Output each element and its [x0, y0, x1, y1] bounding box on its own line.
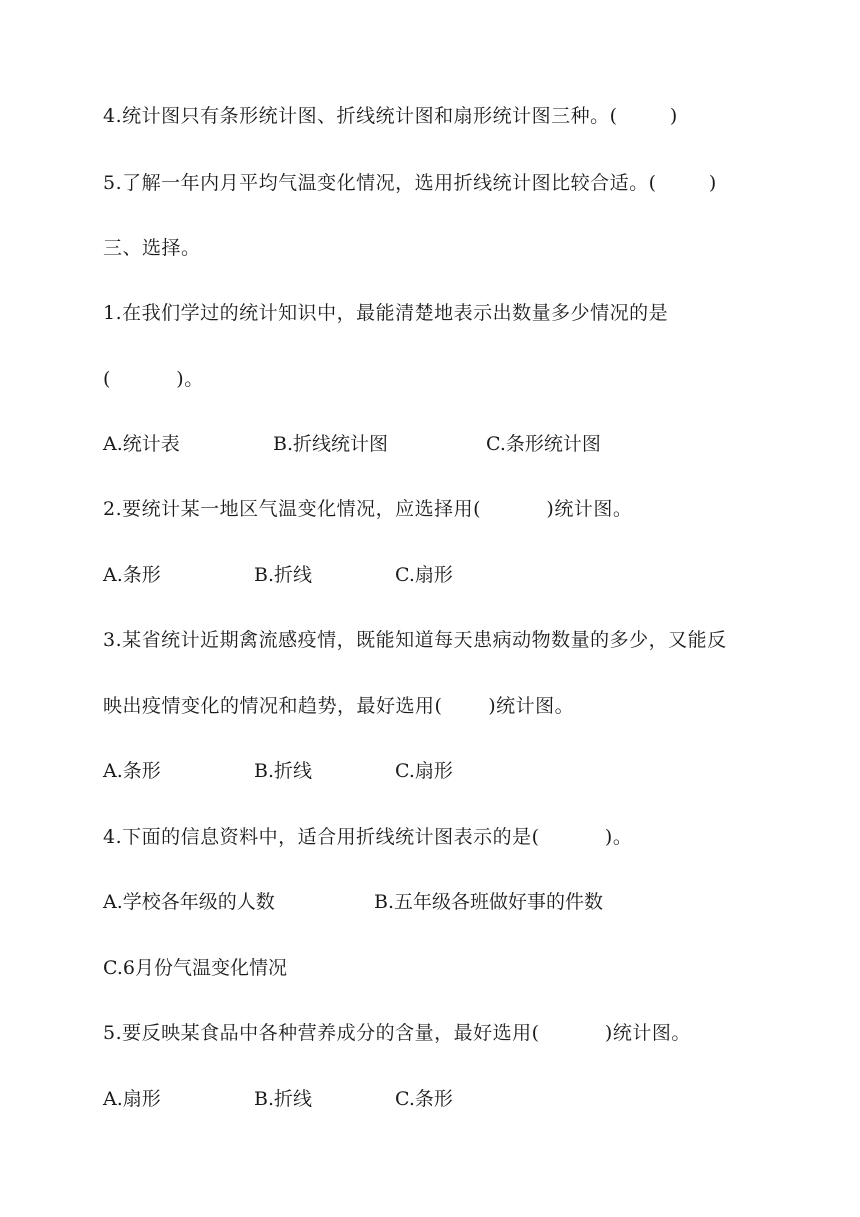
option-b[interactable]: B.折线 — [254, 1088, 313, 1110]
option-b[interactable]: B.折线统计图 — [273, 433, 389, 455]
judge-item-4: 4.统计图只有条形统计图、折线统计图和扇形统计图三种。( ) — [103, 105, 678, 127]
option-a[interactable]: A.条形 — [103, 760, 161, 782]
question-4-options-row-1 — [103, 890, 604, 962]
option-a[interactable]: A.学校各年级的人数 — [103, 891, 275, 913]
judge-item-5: 5.了解一年内月平均气温变化情况，选用折线统计图比较合适。( ) — [103, 172, 717, 194]
option-c[interactable]: C.条形统计图 — [486, 433, 601, 455]
question-4-options-row-2 — [103, 956, 287, 1004]
option-b[interactable]: B.折线 — [254, 564, 313, 586]
question-3-line-1: 3.某省统计近期禽流感疫情，既能知道每天患病动物数量的多少，又能反 — [103, 629, 727, 651]
question-1-line-2: ( )。 — [103, 368, 204, 390]
option-c[interactable]: C.6月份气温变化情况 — [103, 957, 287, 979]
question-3-line-2: 映出疫情变化的情况和趋势，最好选用( )统计图。 — [103, 695, 575, 717]
option-a[interactable]: A.条形 — [103, 564, 161, 586]
option-a[interactable]: A.扇形 — [103, 1088, 161, 1110]
section-heading-choice: 三、选择。 — [103, 237, 201, 259]
option-b[interactable]: B.五年级各班做好事的件数 — [374, 891, 604, 913]
option-a[interactable]: A.统计表 — [103, 433, 180, 455]
question-2: 2.要统计某一地区气温变化情况，应选择用( )统计图。 — [103, 498, 633, 520]
question-1-line-1: 1.在我们学过的统计知识中，最能清楚地表示出数量多少情况的是 — [103, 302, 669, 324]
option-c[interactable]: C.扇形 — [395, 564, 453, 586]
question-4: 4.下面的信息资料中，适合用折线统计图表示的是( )。 — [103, 826, 633, 848]
option-c[interactable]: C.条形 — [395, 1088, 453, 1110]
option-c[interactable]: C.扇形 — [395, 760, 453, 782]
question-5-options — [103, 1087, 453, 1183]
question-5: 5.要反映某食品中各种营养成分的含量，最好选用( )统计图。 — [103, 1022, 691, 1044]
option-b[interactable]: B.折线 — [254, 760, 313, 782]
